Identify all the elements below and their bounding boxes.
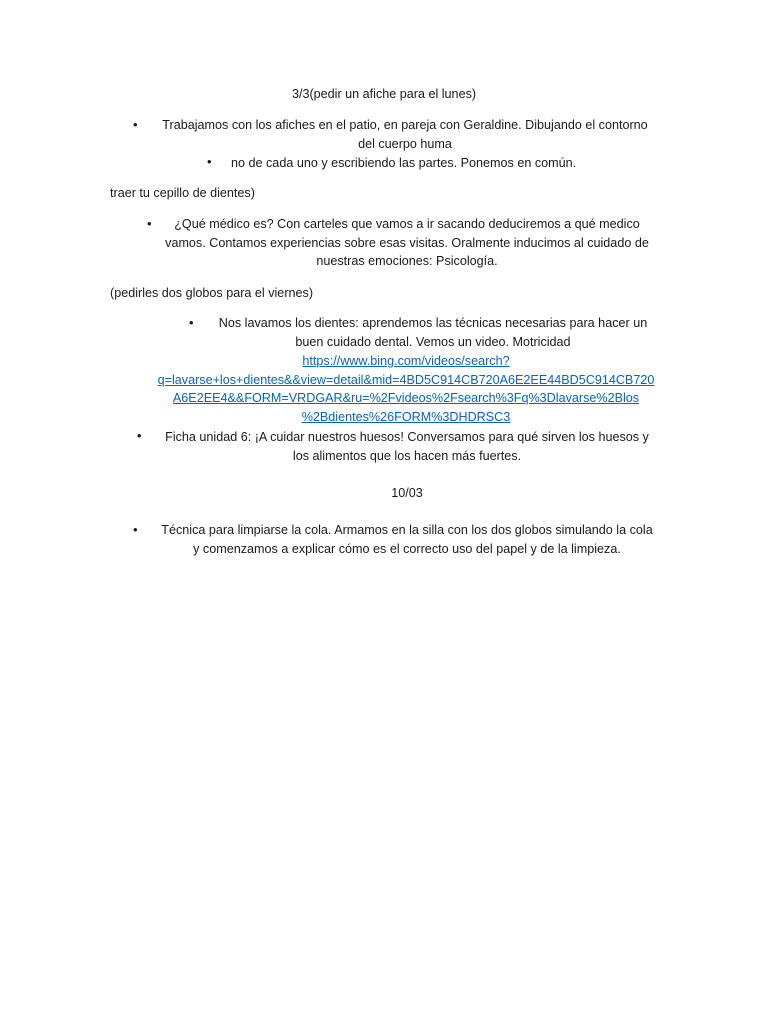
date-heading-2 — [0, 484, 768, 503]
list-item-3-line-1: ¿Qué médico es? Con carteles que vamos a ir sacando deduciremos a qué medico — [174, 217, 640, 231]
list-item-6-line-1: Técnica para limpiarse la cola. Armamos en la silla con los dos globos simulando la cola — [161, 523, 653, 537]
note-toothbrush — [110, 184, 255, 203]
bullet-glyph: • — [133, 117, 138, 132]
video-link-line-2[interactable]: q=lavarse+los+dientes&&view=detail&mid=4BD5C914CB720A6E2EE44BD5C914CB720 — [157, 372, 655, 387]
note-balloons-text: (pedirles dos globos para el viernes) — [110, 286, 314, 300]
list-item-3 — [150, 215, 664, 271]
date-heading-1 — [0, 85, 768, 104]
bullet-glyph: • — [137, 428, 142, 443]
bullet-icon — [137, 427, 142, 446]
video-link-line-3[interactable]: A6E2EE4&&FORM=VRDGAR&ru=%2Fvideos%2Fsearch%3Fq%3Dlavarse%2Blos — [172, 391, 640, 406]
list-item-6 — [140, 521, 674, 558]
bullet-glyph: • — [189, 315, 194, 330]
note-toothbrush-text: traer tu cepillo de dientes) — [110, 186, 255, 200]
list-item-3-line-2: vamos. Contamos experiencias sobre esas visitas. Oralmente inducimos al cuidado de — [165, 235, 649, 250]
list-item-1 — [140, 116, 670, 153]
note-balloons — [110, 284, 313, 303]
date-heading-2-text: 10/03 — [391, 486, 423, 500]
list-item-2 — [231, 154, 576, 173]
list-item-4-line-2: buen cuidado dental. Vemos un video. Motricidad — [295, 334, 571, 349]
list-item-5-line-1: Ficha unidad 6: ¡A cuidar nuestros huesos! Conversamos para qué sirven los huesos y — [165, 430, 649, 444]
bullet-glyph: • — [147, 216, 152, 231]
list-item-5 — [150, 428, 664, 465]
list-item-2-line-1: no de cada uno y escribiendo las partes. Ponemos en común. — [231, 156, 577, 170]
list-item-4 — [200, 314, 666, 351]
bullet-glyph: • — [133, 522, 138, 537]
bullet-icon — [133, 116, 138, 135]
bullet-icon — [207, 153, 212, 172]
video-link-line-4[interactable]: %2Bdientes%26FORM%3DHDRSC3 — [301, 410, 511, 425]
video-link-line-1[interactable]: https://www.bing.com/videos/search? — [302, 354, 510, 368]
list-item-1-line-2: del cuerpo huma — [358, 136, 452, 151]
list-item-3-line-3: nuestras emociones: Psicología. — [316, 254, 498, 269]
list-item-6-line-2: y comenzamos a explicar cómo es el correcto uso del papel y de la limpieza. — [193, 541, 621, 556]
list-item-4-line-1: Nos lavamos los dientes: aprendemos las técnicas necesarias para hacer un — [218, 316, 648, 330]
list-item-5-line-2: los alimentos que los hacen más fuertes. — [292, 448, 522, 463]
bullet-glyph: • — [207, 154, 212, 169]
bullet-icon — [133, 521, 138, 540]
video-link-block — [140, 352, 672, 427]
date-heading-1-text: 3/3(pedir un afiche para el lunes) — [291, 87, 477, 101]
bullet-icon — [189, 314, 194, 333]
list-item-1-line-1: Trabajamos con los afiches en el patio, en pareja con Geraldine. Dibujando el contorno — [162, 118, 648, 132]
